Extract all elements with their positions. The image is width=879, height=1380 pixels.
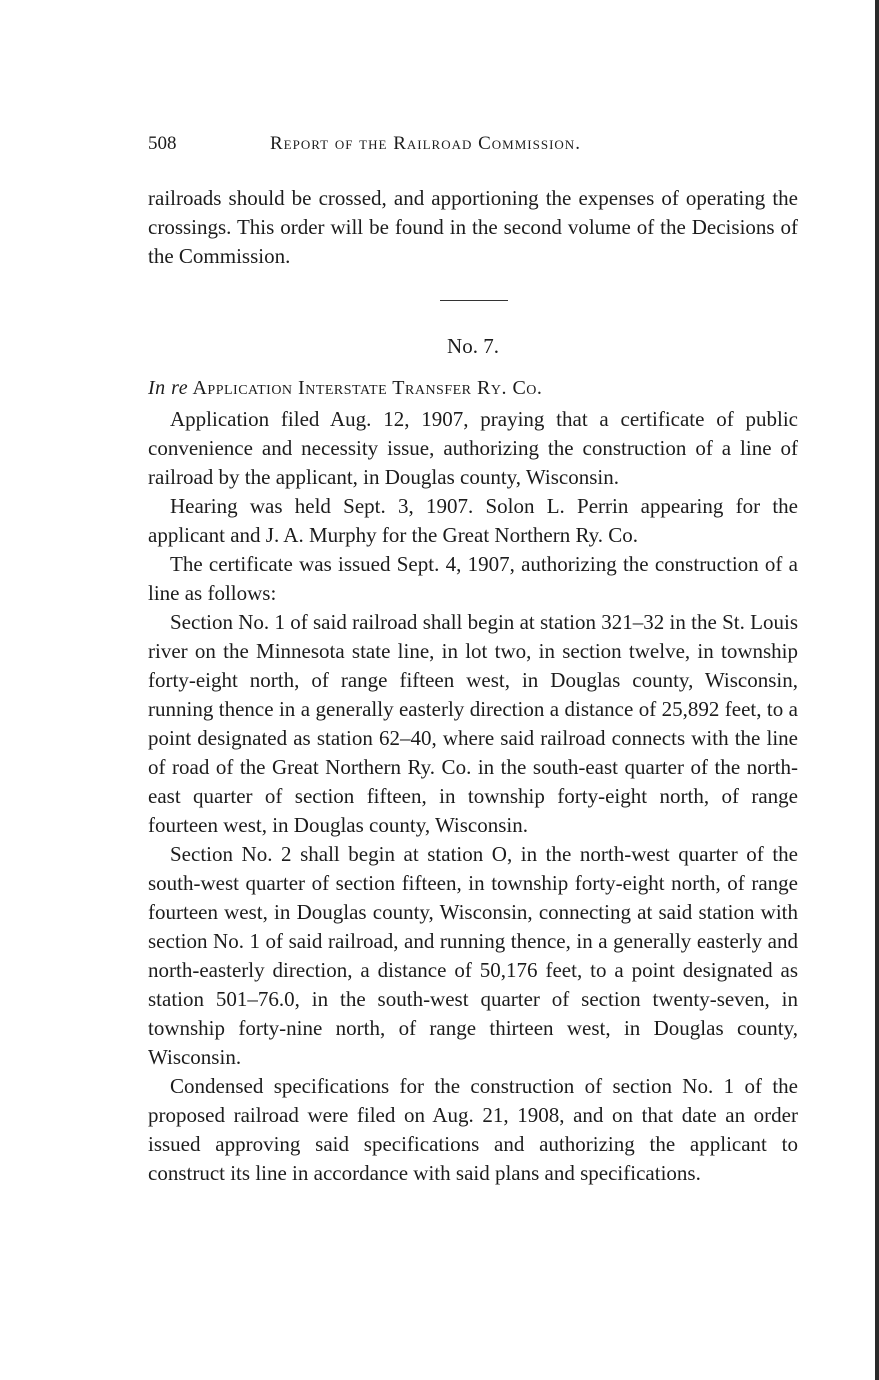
page-edge-shadow bbox=[875, 0, 879, 1380]
paragraph-specifications: Condensed specifications for the construction of section No. 1 of the proposed railroad were filed on Aug. 21, 1908, and on that date an order issued approving said specifications and authorizing the applicant to construct its line in accordance with said plans and specifications. bbox=[148, 1074, 798, 1185]
paragraph-certificate: The certificate was issued Sept. 4, 1907, authorizing the construction of a line as follows: bbox=[148, 552, 798, 605]
paragraph-section-2: Section No. 2 shall begin at station O, in the north-west quarter of the south-west quarter of section fifteen, in township forty-eight north, of range fourteen west, in Douglas county, Wisconsin, connecting at said station with section No. 1 of said railroad, and running thence, in a generally easterly and north-easterly direction, a distance of 50,176 feet, to a point designated as station 501–76.0, in the south-west quarter of section twenty-seven, in township forty-nine north, of range thirteen west, in Douglas county, Wisconsin. bbox=[148, 842, 798, 1069]
case-title-text: Application Interstate Transfer Ry. Co. bbox=[192, 377, 543, 399]
paragraph-application: Application filed Aug. 12, 1907, praying that a certificate of public convenience and necessity issue, authorizing the construction of a line of railroad by the applicant, in Douglas county, Wisconsin. bbox=[148, 407, 798, 489]
running-head bbox=[148, 133, 808, 163]
case-number: No. 7. bbox=[447, 334, 499, 358]
paragraph-section-1: Section No. 1 of said railroad shall begin at station 321–32 in the St. Louis river on the Minnesota state line, in lot two, in section twelve, in township forty-eight north, of range fifteen west, in Douglas county, Wisconsin, running thence in a generally easterly direction a distance of 25,892 feet, to a point designated as station 62–40, where said railroad connects with the line of road of the Great Northern Ry. Co. in the south-east quarter of the north-east quarter of section fifteen, in township forty-eight north, of range fourteen west, in Douglas county, Wisconsin. bbox=[148, 610, 798, 837]
running-title: Report of the Railroad Commission. bbox=[270, 133, 581, 154]
paragraph-hearing: Hearing was held Sept. 3, 1907. Solon L. Perrin appearing for the applicant and J. A. Murphy for the Great Northern Ry. Co. bbox=[148, 494, 798, 547]
case-title bbox=[148, 377, 542, 400]
section-divider bbox=[440, 300, 508, 301]
case-title-prefix: In re bbox=[148, 377, 189, 399]
continuation-paragraph: railroads should be crossed, and apportioning the expenses of operating the crossings. This order will be found in the second volume of the Decisions of the Commission. bbox=[148, 186, 798, 268]
page-number: 508 bbox=[148, 133, 177, 154]
case-body bbox=[148, 405, 798, 1188]
